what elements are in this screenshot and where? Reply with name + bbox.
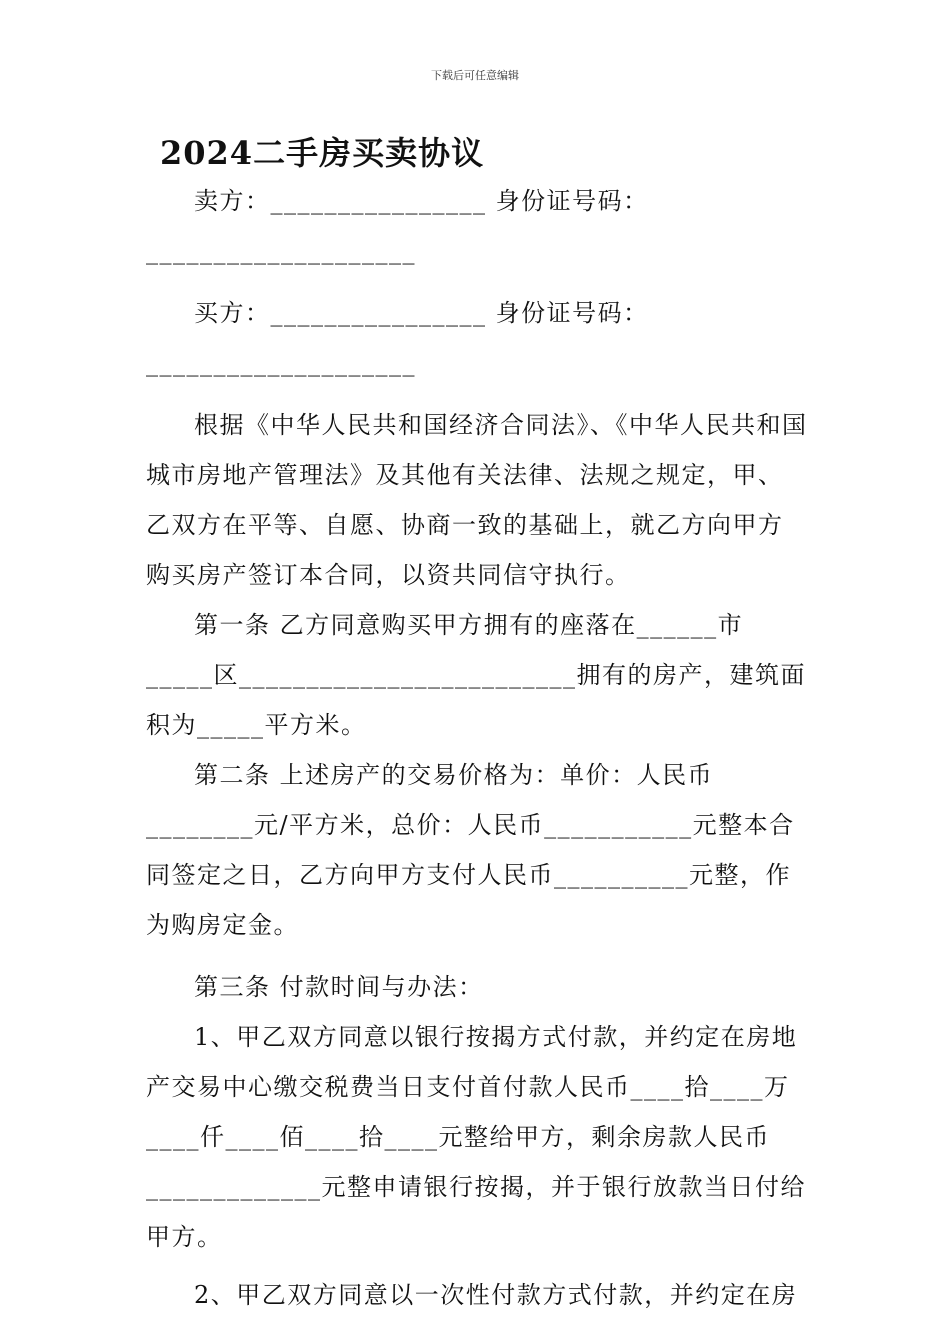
preamble-paragraph: 根据《中华人民共和国经济合同法》、《中华人民共和国城市房地产管理法》及其他有关法律、法规之规定，甲、乙双方在平等、自愿、协商一致的基础上，就乙方向甲方购买房产签订本合同，以资共同信守执行。 [146,411,808,589]
article-2-paragraph: 第二条 上述房产的交易价格为：单价：人民币________元/平方米，总价：人民币___________元整本合同签定之日，乙方向甲方支付人民币__________元整，作为购房定金。 [146,761,795,939]
document-body [146,176,808,1320]
payment-clause-1: 1、甲乙双方同意以银行按揭方式付款，并约定在房地产交易中心缴交税费当日支付首付款人民币____拾____万____仟____佰____拾____元整给甲方，剩余房款人民币_____________元整申请银行按揭，并于银行放款当日付给甲方。 [146,1023,806,1251]
seller-line: 卖方：________________ 身份证号码：____________________ [146,187,649,265]
document-title: 2024二手房买卖协议 [160,134,485,172]
article-3-paragraph: 第三条 付款时间与办法： [194,973,484,1001]
buyer-line: 买方：________________ 身份证号码：____________________ [146,299,649,377]
header-note: 下载后可任意编辑 [431,69,519,82]
payment-clause-2: 2、甲乙双方同意以一次性付款方式付款，并约定在房 [194,1281,798,1309]
article-1-paragraph: 第一条 乙方同意购买甲方拥有的座落在______市_____区_________________________拥有的房产，建筑面积为_____平方米。 [146,611,806,739]
